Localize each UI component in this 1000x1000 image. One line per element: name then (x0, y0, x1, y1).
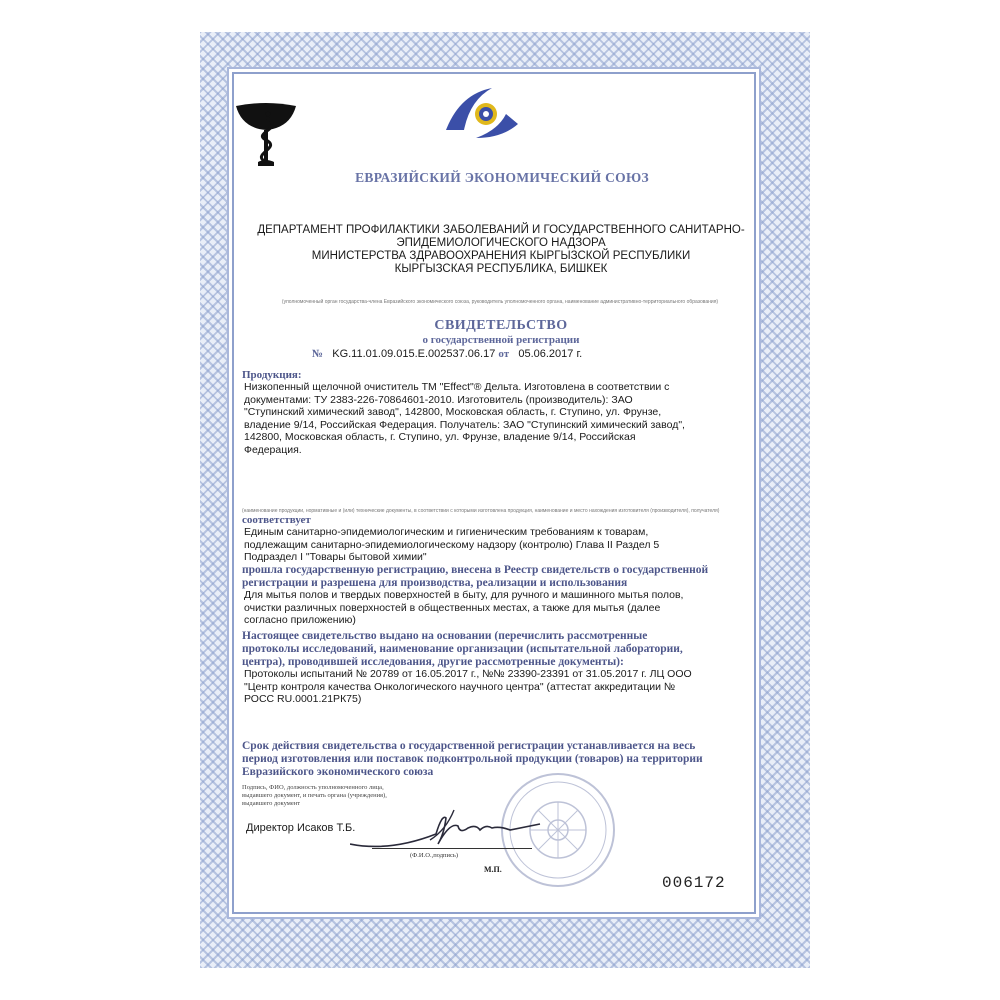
signature (350, 800, 550, 860)
serial-number: 006172 (662, 874, 726, 892)
basis-heading-line: центра), проводившей исследования, другие рассмотренные документы): (242, 655, 624, 668)
basis-line: "Центр контроля качества Онкологического научного центра" (аттестат аккредитации № (244, 680, 676, 693)
date-label: от (498, 348, 510, 360)
product-line: Низкопенный щелочной очиститель ТМ "Effect"® Дельта. Изготовлена в соответствии с (244, 381, 670, 393)
product-line: документами: ТУ 2383-226-70864601-2010. Изготовитель (производитель): ЗАО (244, 393, 633, 406)
department-line: ЭПИДЕМИОЛОГИЧЕСКОГО НАДЗОРА (396, 237, 606, 249)
conformity-text (244, 526, 744, 564)
product-caption: (наименование продукции, нормативные и (или) технические документы, в соответствии с которыми изготовлена продукция, наименование и место нахождения изготовителя (производителя), получателя) (242, 508, 720, 514)
product-text (244, 381, 744, 457)
eaeu-emblem-icon (440, 84, 524, 142)
department-line: КЫРГЫЗСКАЯ РЕСПУБЛИКА, БИШКЕК (394, 263, 608, 275)
department-block (236, 224, 766, 276)
department-line: ДЕПАРТАМЕНТ ПРОФИЛАКТИКИ ЗАБОЛЕВАНИЙ И ГОСУДАРСТВЕННОГО САНИТАРНО- (257, 224, 745, 236)
registration-heading-line: регистрации и разрешена для производства, реализации и использования (242, 576, 628, 589)
basis-line: Протоколы испытаний № 20789 от 16.05.2017 г., №№ 23390-23391 от 31.05.2017 г. ЛЦ ООО (244, 668, 692, 680)
signature-caption-line: выдавшего документ, и печать органа (учреждения), (242, 792, 387, 799)
registration-heading (242, 564, 762, 590)
product-line: владение 9/14, Российская Федерация. Получатель: ЗАО "Ступинский химический завод", (244, 418, 685, 431)
union-title: ЕВРАЗИЙСКИЙ ЭКОНОМИЧЕСКИЙ СОЮЗ (355, 170, 649, 185)
certificate-number: KG.11.01.09.015.E.002537.06.17 (332, 348, 496, 360)
validity-line: Евразийского экономического союза (242, 765, 434, 778)
certificate-subtitle: о государственной регистрации (422, 334, 580, 346)
basis-heading-line: Настоящее свидетельство выдано на основании (перечислить рассмотренные (242, 630, 648, 642)
product-line: Федерация. (244, 443, 302, 456)
conformity-line: подлежащим санитарно-эпидемиологическому надзору (контролю) Глава II Раздел 5 (244, 538, 660, 551)
basis-heading-line: протоколы исследований, наименование организации (испытательной лаборатории, (242, 642, 683, 655)
basis-text (244, 668, 744, 706)
validity-line: период изготовления или поставок подконтрольной продукции (товаров) на территории (242, 752, 703, 765)
registration-heading-line: прошла государственную регистрацию, внесена в Реестр свидетельств о государственной (242, 564, 709, 576)
signature-sub-caption: (Ф.И.О.,подпись) (410, 852, 459, 859)
registration-text (244, 589, 744, 627)
registration-line: очистки различных поверхностей в общественных местах, а также для мытья (далее (244, 601, 661, 614)
conformity-label: соответствует (242, 514, 311, 526)
basis-heading (242, 630, 762, 668)
signer-name: Директор Исаков Т.Б. (246, 822, 356, 834)
signature-caption-line: выдавшего документ (242, 800, 301, 807)
basis-line: РОСС RU.0001.21РК75) (244, 693, 362, 706)
signature-caption-line: Подпись, ФИО, должность уполномоченного лица, (242, 784, 384, 791)
certificate-number-line (312, 348, 772, 360)
validity-line: Срок действия свидетельства о государственной регистрации устанавливается на весь (242, 740, 696, 752)
bowl-of-hygieia-icon (232, 92, 300, 174)
registration-line: Для мытья полов и твердых поверхностей в быту, для ручного и машинного мытья полов, (244, 589, 684, 601)
product-label: Продукция: (242, 369, 302, 381)
seal-label: М.П. (484, 865, 502, 874)
number-label: № (312, 348, 324, 360)
conformity-line: Подраздел I "Товары бытовой химии" (244, 551, 427, 564)
department-caption: (уполномоченный орган государства-члена Евразийского экономического союза, руководитель уполномоченного органа, наименование административно-территориального образования) (281, 299, 719, 305)
conformity-line: Единым санитарно-эпидемиологическим и гигиеническим требованиям к товарам, (244, 526, 649, 538)
registration-line: согласно приложению) (244, 614, 356, 627)
department-line: МИНИСТЕРСТВА ЗДРАВООХРАНЕНИЯ КЫРГЫЗСКОЙ РЕСПУБЛИКИ (311, 250, 691, 262)
certificate-title: СВИДЕТЕЛЬСТВО (434, 318, 568, 333)
product-line: "Ступинский химический завод", 142800, Московская область, г. Ступино, ул. Фрунзе, (244, 406, 662, 419)
signature-line (372, 848, 532, 849)
product-line: 142800, Московская область, г. Ступино, ул. Фрунзе, владение 9/14, Российская (244, 431, 636, 444)
certificate-date: 05.06.2017 г. (518, 348, 583, 360)
